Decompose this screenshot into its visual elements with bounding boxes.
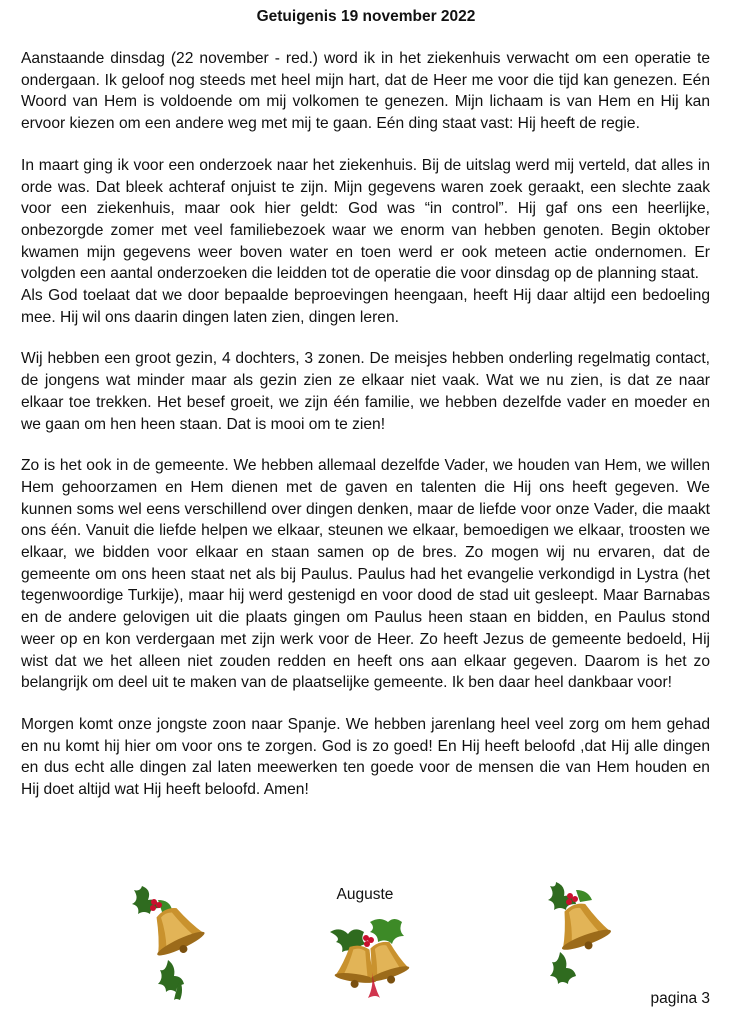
article-body	[21, 48, 710, 821]
paragraph: Aanstaande dinsdag (22 november - red.) word ik in het ziekenhuis verwacht om een operatie te ondergaan. Ik geloof nog steeds met heel mijn hart, dat de Heer me voor die tijd kan genezen. Eén Woord van Hem is voldoende om mij volkomen te genezen. Mijn lichaam is van Hem en Hij kan ervoor kiezen om een andere weg met mij te gaan. Eén ding staat vast: Hij heeft de regie.	[21, 50, 710, 133]
signature: Auguste	[336, 886, 394, 903]
page-title: Getuigenis 19 november 2022	[256, 8, 476, 25]
paragraph: Wij hebben een groot gezin, 4 dochters, 3 zonen. De meisjes hebben onderling regelmatig contact, de jongens wat minder maar als gezin zien ze elkaar niet vaak. Wat we nu zien, is dat ze naar elkaar toe trekken. Het besef groeit, we zijn één familie, we hebben dezelfde vader en moeder en we gaan om hen heen staan. Dat is mooi om te zien!	[21, 350, 710, 433]
christmas-bell-holly-icon	[536, 878, 618, 996]
paragraph: In maart ging ik voor een onderzoek naar het ziekenhuis. Bij de uitslag werd mij verteld, dat alles in orde was. Dat bleek achteraf onjuist te zijn. Mijn gegevens waren zoek geraakt, een slechte zaak voor een ziekenhuis, maar ook hier geldt: God was “in control”. Hij gaf ons een heerlijke, onbezorgde zomer met veel familiebezoek waar we enorm van hebben genoten. Begin oktober kwamen mijn gegevens weer boven water en toen werd er ook meteen actie ondernomen. Er volgden een aantal onderzoeken die leidden tot de operatie die voor dinsdag op de planning staat.	[21, 156, 710, 283]
paragraph: Morgen komt onze jongste zoon naar Spanje. We hebben jarenlang heel veel zorg om hem gehad en nu komt hij hier om voor ons te zorgen. God is zo goed! En Hij heeft beloofd ,dat Hij alle dingen en dus echt alle dingen zal laten meewerken ten goede voor de mensen die van Hem houden en Hij doet altijd wat Hij heeft beloofd. Amen!	[21, 715, 710, 799]
christmas-bell-holly-icon	[128, 880, 210, 1008]
paragraph: Zo is het ook in de gemeente. We hebben allemaal dezelfde Vader, we houden van Hem, we willen Hem gehoorzamen en Hem dienen met de gaven en talenten die Hij ons heeft gegeven. We kunnen soms wel eens verschillend over dingen denken, maar de liefde voor onze Vader, die maakt ons één. Vanuit die liefde helpen we elkaar, steunen we elkaar, bemoedigen we elkaar, troosten we elkaar, we bidden voor elkaar en staan samen op de bres. Zo mogen wij nu ervaren, dat de gemeente om ons heen staat net als bij Paulus. Paulus had het evangelie verkondigd in Lystra (het tegenwoordige Turkije), maar hij werd gestenigd en voor dood de stad uit gesleept. Maar Barnabas en de andere gelovigen uit die plaats gingen om Paulus heen staan en bidden, en Paulus stond weer op en kon verdergaan met zijn werk voor de Heer. Zo heeft Jezus de gemeente bedoeld, Hij wist dat we het alleen niet zouden redden en heeft ons aan elkaar gegeven. Daarom is het zo belangrijk om deel uit te maken van de plaatselijke gemeente. Ik ben daar heel dankbaar voor!	[21, 457, 710, 692]
christmas-bell-holly-icon	[320, 912, 420, 1012]
page-number: pagina 3	[650, 990, 710, 1007]
paragraph: Als God toelaat dat we door bepaalde beproevingen heengaan, heeft Hij daar altijd een bedoeling mee. Hij wil ons daarin dingen laten zien, dingen leren.	[21, 287, 710, 326]
